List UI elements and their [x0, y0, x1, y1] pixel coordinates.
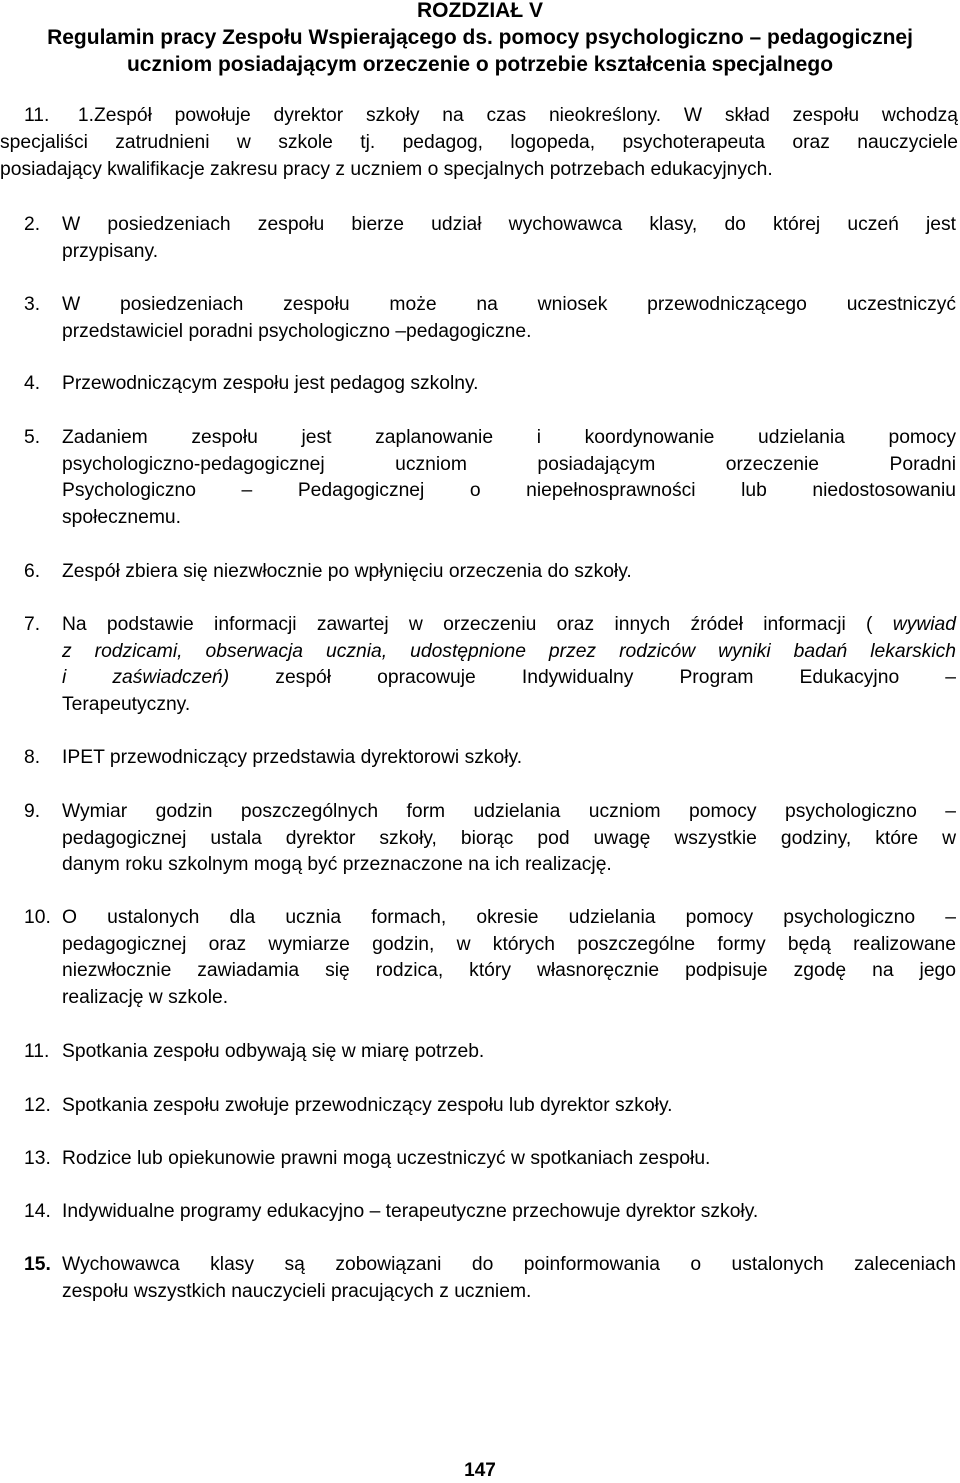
intro-line-1 [0, 102, 958, 129]
list-item-line: O ustalonych dla ucznia formach, okresie udzielania pomocy psychologiczno – [62, 907, 956, 928]
list-item-line [62, 612, 956, 639]
list-item-number: 15. [24, 1254, 51, 1275]
page-number: 147 [464, 1460, 496, 1481]
list-item-number: 13. [24, 1148, 51, 1169]
list-item-line: Zespół zbiera się niezwłocznie po wpłynięciu orzeczenia do szkoły. [62, 561, 632, 582]
list-item-line: Indywidualne programy edukacyjno – terapeutyczne przechowuje dyrektor szkoły. [62, 1201, 759, 1222]
list-item-line: pedagogicznej oraz wymiarze godzin, w których poszczególne formy będą realizowane [62, 933, 956, 955]
list-item-line: zespołu wszystkich nauczycieli pracujących z uczniem. [62, 1280, 532, 1302]
list-item-10 [24, 905, 956, 1012]
list-item-line: W posiedzeniach zespołu może na wniosek przewodniczącego uczestniczyć [62, 294, 956, 315]
list-item-number: 2. [24, 214, 41, 235]
list-item-italic-text: z rodzicami, obserwacja ucznia, udostępnione przez rodziców wyniki badań lekarskich [62, 640, 956, 662]
list-item-number: 10. [24, 907, 51, 928]
intro-lead-number: 11. 1. [24, 105, 94, 126]
list-item-6 [24, 559, 956, 586]
list-item-italic-text: i zaświadczeń) [62, 667, 230, 689]
list-item-line: Psychologiczno – Pedagogicznej o niepełnosprawności lub niedostosowaniu [62, 480, 956, 502]
list-item-number: 7. [24, 614, 41, 635]
list-item-number: 14. [24, 1201, 51, 1222]
list-item-12 [24, 1093, 956, 1120]
intro-line-3: posiadający kwalifikacje zakresu pracy z uczniem o specjalnych potrzebach edukacyjnych. [0, 159, 773, 180]
list-item-14 [24, 1199, 956, 1226]
list-item-line: przedstawiciel poradni psychologiczno –pedagogiczne. [62, 320, 532, 342]
chapter-title: ROZDZIAŁ V [417, 0, 543, 22]
list-item-line: Wymiar godzin poszczególnych form udzielania uczniom pomocy psychologiczno – [62, 801, 956, 822]
list-item-line: Terapeutyczny. [62, 694, 191, 716]
list-item-line [62, 665, 956, 692]
list-item-number: 9. [24, 801, 41, 822]
regulation-title [0, 24, 960, 78]
list-item-7 [24, 612, 956, 719]
list-item-8 [24, 745, 956, 772]
list-item-line: pedagogicznej ustala dyrektor szkoły, biorąc pod uwagę wszystkie godziny, które w [62, 827, 956, 849]
list-item-line: Spotkania zespołu zwołuje przewodniczący zespołu lub dyrektor szkoły. [62, 1095, 673, 1116]
list-item-line: Zadaniem zespołu jest zaplanowanie i koordynowanie udzielania pomocy [62, 427, 956, 448]
list-item-line: Przewodniczącym zespołu jest pedagog szkolny. [62, 373, 479, 394]
list-item-11 [24, 1039, 956, 1066]
list-item-13 [24, 1146, 956, 1173]
list-item-number: 12. [24, 1095, 51, 1116]
list-item-line: Rodzice lub opiekunowie prawni mogą uczestniczyć w spotkaniach zespołu. [62, 1148, 711, 1169]
list-item-number: 3. [24, 294, 41, 315]
list-item-italic-text: wywiad [892, 614, 956, 635]
list-item-line: psychologiczno-pedagogicznej uczniom posiadającym orzeczenie Poradni [62, 453, 956, 475]
list-item-text: zespół opracowuje Indywidualny Program Edukacyjno – [229, 667, 956, 689]
list-item-line: Wychowawca klasy są zobowiązani do poinformowania o ustalonych zaleceniach [62, 1254, 956, 1275]
section-11-intro [0, 102, 958, 183]
list-item-number: 5. [24, 427, 41, 448]
list-item-line: Spotkania zespołu odbywają się w miarę potrzeb. [62, 1041, 485, 1062]
list-item-4 [24, 371, 956, 398]
list-item-5 [24, 425, 956, 532]
regulation-title-line1: Regulamin pracy Zespołu Wspierającego ds. pomocy psychologiczno – pedagogicznej [47, 26, 913, 49]
list-item-number: 6. [24, 561, 41, 582]
list-item-15 [24, 1252, 956, 1305]
list-item-number: 4. [24, 373, 41, 394]
list-item-number: 11. [24, 1041, 50, 1062]
intro-line-1-text: Zespół powołuje dyrektor szkoły na czas nieokreślony. W skład zespołu wchodzą [94, 105, 958, 126]
list-item-line: W posiedzeniach zespołu bierze udział wychowawca klasy, do której uczeń jest [62, 214, 956, 235]
list-item-line: danym roku szkolnym mogą być przeznaczone na ich realizację. [62, 854, 612, 876]
list-item-line: realizację w szkole. [62, 987, 229, 1009]
list-item-3 [24, 292, 956, 345]
list-item-number: 8. [24, 747, 41, 768]
list-item-line [62, 639, 956, 666]
list-item-9 [24, 799, 956, 879]
intro-line-2: specjaliści zatrudnieni w szkole tj. pedagog, logopeda, psychoterapeuta oraz nauczyciele [0, 132, 958, 153]
list-item-line: przypisany. [62, 240, 159, 262]
regulation-title-line2: uczniom posiadającym orzeczenie o potrzebie kształcenia specjalnego [126, 53, 834, 76]
list-item-2 [24, 212, 956, 265]
list-item-line: niezwłocznie zawiadamia się rodzica, który własnoręcznie podpisuje zgodę na jego [62, 960, 956, 982]
list-item-text: Na podstawie informacji zawartej w orzeczeniu oraz innych źródeł informacji ( [62, 614, 893, 635]
list-item-line: społecznemu. [62, 507, 181, 529]
list-item-line: IPET przewodniczący przedstawia dyrektorowi szkoły. [62, 747, 523, 768]
